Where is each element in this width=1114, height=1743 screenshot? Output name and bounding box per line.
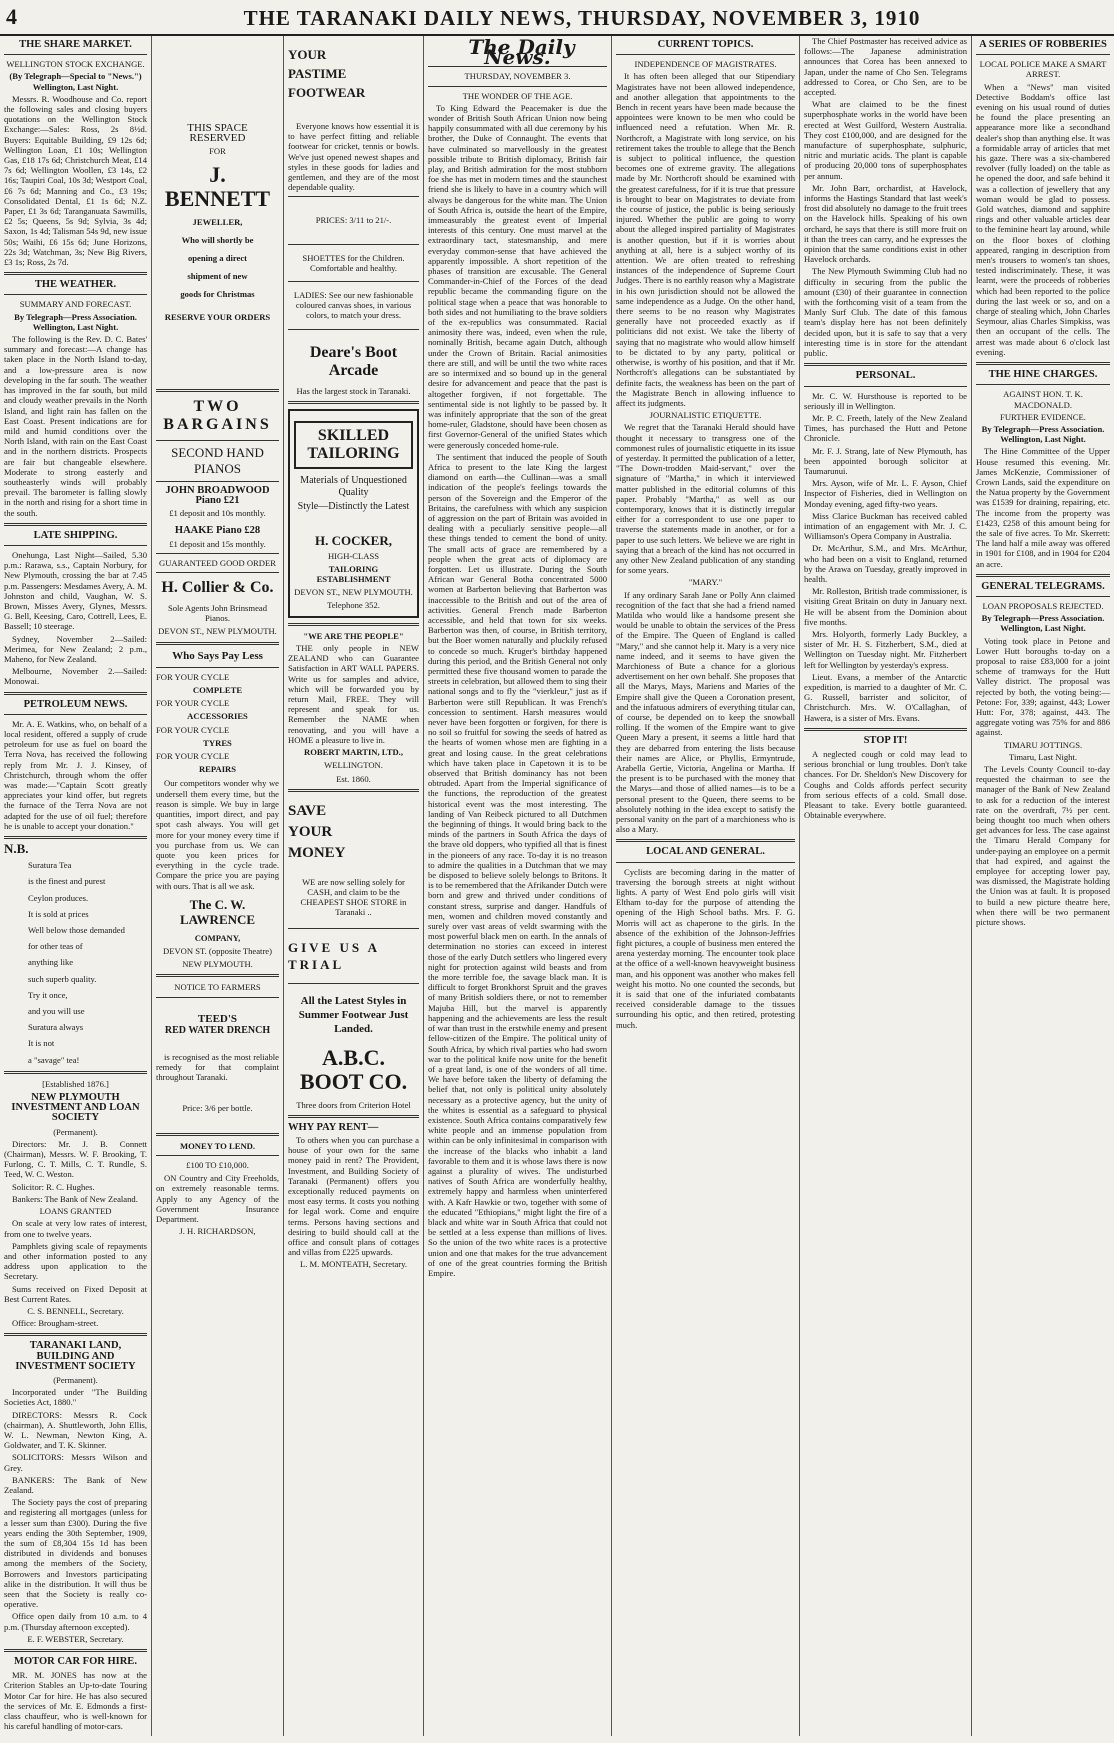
nb-line: is the finest and purest <box>28 876 106 887</box>
martin-est: Est. 1860. <box>336 773 371 784</box>
second-hand-pianos: SECOND HAND PIANOS <box>171 444 264 476</box>
nb-line: Suratura Tea <box>28 860 72 871</box>
shoettes: SHOETTES for the Children. Comfortable and healthy. <box>302 252 405 273</box>
cycle-pre: FOR YOUR CYCLE <box>156 751 230 762</box>
cycle-pre: FOR YOUR CYCLE <box>156 698 230 709</box>
shipping-heading: LATE SHIPPING. <box>33 529 118 541</box>
for-label: FOR <box>209 146 226 157</box>
lawrence-address: DEVON ST. (opposite Theatre) <box>163 945 272 956</box>
loan-sub: (Permanent). <box>53 1126 98 1137</box>
phosphate-notice: What are claimed to be the finest superphosphate works in the world have been erected at West Guilford, Western Australia. They cost £100,000, and are designed for the manufacture of superphosphate, sulphuric, nitric and muriatic acids. The plant is capable of producing 20,000 tons of superphosphates per annum. <box>804 99 967 181</box>
motor-body: MR. M. JONES has now at the Criterion Stables an Up-to-date Touring Motor Car for hire. He has also secured the services of Mr. E. Edmonds a first-class chauffeur, who is well-known for his careful handling of motor-cars. <box>4 1670 147 1732</box>
personal-item: Mr. F. J. Strang, late of New Plymouth, has been appointed borough solicitor at Taumarunui. <box>804 445 967 476</box>
personal-heading: PERSONAL. <box>855 370 916 382</box>
column-7 <box>972 36 1114 1736</box>
nb-line: It is not <box>28 1038 55 1049</box>
pastime-line: YOUR <box>288 47 327 62</box>
cocker-phone: Telephone 352. <box>327 599 380 610</box>
timaru-dateline: Timaru, Last Night. <box>1009 751 1077 762</box>
nb-mark: N.B. <box>4 841 29 857</box>
shipping-body-1: Onehunga, Last Night—Sailed, 5.30 p.m.: Rarawa, s.s., Captain Norbury, for New Plymouth, crossing the bar at 7.45 p.m. Passengers: Mesdames Avery, A. M. Johnston and child, Vaughan, W. S. Brown, Misses Avery, Glynes, Messrs. G. Bell, Keesing, Caro, Cottrell, Lees, E. Bassell; 10 steerage. <box>4 549 147 632</box>
taranaki-land-incorporated: Incorporated under "The Building Societies Act, 1880." <box>4 1387 147 1408</box>
petroleum-heading: PETROLEUM NEWS. <box>23 698 128 710</box>
save-line: YOUR <box>288 823 333 840</box>
cycle-headline: Who Says Pay Less <box>172 649 263 662</box>
masthead <box>0 0 1114 36</box>
taranaki-land-solicitors: SOLICITORS: Messrs Wilson and Grey. <box>4 1452 147 1473</box>
abc-boot-name: A.B.C. BOOT CO. <box>299 1044 408 1094</box>
save-body: WE are now selling solely for CASH, and claim to be the CHEAPEST SHOE STORE in Taranaki .. <box>300 876 407 918</box>
collier-name: H. Collier & Co. <box>161 579 274 597</box>
drench-body: is recognised as the most reliable remedy for that complaint throughout Taranaki. <box>156 1051 279 1083</box>
cocker-name: H. COCKER, <box>315 532 392 548</box>
save-line: MONEY <box>288 844 346 861</box>
taranaki-land-sub: (Permanent). <box>53 1374 98 1385</box>
hine-further: FURTHER EVIDENCE. <box>1000 411 1086 422</box>
nb-line: anything like <box>28 957 74 968</box>
loan-society-ad <box>4 1079 147 1328</box>
bennett-name: J. BENNETT <box>164 161 271 211</box>
hine-heading: THE HINE CHARGES. <box>988 369 1098 381</box>
rent-body: To others when you can purchase a house of your own for the same money paid in rent? The Provident, Investment, and Building Society of Taranaki (Permanent) offers you exceptionally reduced payments on most easy terms. It costs you nothing for legal work. Come and enquire terms. Persons having sections and desiring to build should call at the office and consult plans of cottages and villas from £225 upwards. <box>288 1134 419 1258</box>
topic-magistrates: INDEPENDENCE OF MAGISTRATES. <box>634 59 777 70</box>
taranaki-land-secretary: E. F. WEBSTER, Secretary. <box>27 1633 124 1644</box>
personal-item: Miss Clarice Buckman has received cabled intimation of an engagement with Mr. J. C. Williamson's Opera Company in Australia. <box>804 510 967 542</box>
cocker-materials: Materials of Unquestioned Quality <box>300 474 407 498</box>
current-topics-heading: CURRENT TOPICS. <box>657 39 754 50</box>
personal-item: Mr. P. C. Freeth, lately of the New Zealand Times, has purchased the Hutt and Petone Chronicle. <box>804 412 967 444</box>
weather-article <box>4 280 147 517</box>
stop-it-heading: STOP IT! <box>863 734 908 746</box>
local-general-body: Cyclists are becoming daring in the matter of traversing the borough streets at night without lights. A party of West End polo girls will visit Eltham to-day for the purpose of attending the opening of the High School baths. Mrs. F. G. Morris will act as chaperone to the girls. In the absence of the exhibition of the Johnson-Jeffries fight pictures, a couple of business men entered the arena yesterday morning. The encounter took place at the office of a well-known heavyweight business man, and his opponent was another who makes fell weight his motto. No one counted the seconds, but it is said that one of the infuriated combatants received considerable damage to the tissues surrounding his optic, and then retired, protesting much. <box>616 866 795 1030</box>
weather-sub: SUMMARY AND FORECAST. <box>19 299 132 310</box>
local-general-heading: LOCAL AND GENERAL. <box>646 846 765 858</box>
taranaki-land-bankers: BANKERS: The Bank of New Zealand. <box>4 1474 147 1495</box>
bennett-line: goods for Christmas <box>180 289 255 300</box>
two-bargains: TWO BARGAINS <box>163 397 272 433</box>
nb-line: Suratura always <box>28 1022 84 1033</box>
money-body: ON Country and City Freeholds, on extremely reasonable terms. Apply to any Agency of the Government Insurance Department. <box>156 1173 279 1224</box>
postmaster-notice: The Chief Postmaster has received advice as follows:—The Japanese administration announces that Corea has been annexed to Japan, under the name of Cho Sen. Telegrams addressed to Corea, or Cho Sen, are to be accepted. <box>804 36 967 98</box>
taranaki-land-office: Office open daily from 10 a.m. to 4 p.m. (Thursday afternoon excepted). <box>4 1611 147 1632</box>
drench-name: RED WATER DRENCH <box>164 1024 271 1036</box>
share-market-sub: WELLINGTON STOCK EXCHANGE. <box>6 59 145 70</box>
cocker-style: Style—Distinctly the Latest <box>297 500 410 512</box>
loan-secretary: C. S. BENNELL, Secretary. <box>27 1305 124 1316</box>
lawrence-name: The C. W. LAWRENCE <box>179 896 256 927</box>
space-reserved: THIS SPACE RESERVED <box>187 122 248 145</box>
collier-piano-ad <box>156 398 279 637</box>
skilled-tailoring: SKILLED TAILORING <box>294 421 413 469</box>
rent-heading: WHY PAY RENT— <box>288 1121 379 1133</box>
editorial-date: THURSDAY, NOVEMBER 3. <box>464 71 571 82</box>
shipping-body-2: Sydney, November 2—Sailed: Merimea, for New Zealand; 2 p.m., Maheno, for New Zealand. <box>4 633 147 664</box>
nb-line: such superb quality. <box>28 973 97 984</box>
personal-item: Mr. Rolleston, British trade commissioner, is visiting Great Britain on duty in January next. He will be absent from the Dominion about five months. <box>804 586 967 627</box>
topic-mary: "MARY." <box>688 577 723 588</box>
cocker-address: DEVON ST., NEW PLYMOUTH. <box>294 587 413 598</box>
loan-granted-body: On scale at very low rates of interest, from one to twelve years. <box>4 1218 147 1239</box>
personal-item: Dr. McArthur, S.M., and Mrs. McArthur, who had been on a visit to England, returned by the Arawa on Tuesday, greatly improved in health. <box>804 543 967 584</box>
motor-heading: MOTOR CAR FOR HIRE. <box>14 1656 137 1668</box>
personal-item: Mr. C. W. Hursthouse is reported to be seriously ill in Wellington. <box>804 390 967 411</box>
provident-society-ad <box>288 1123 419 1270</box>
cycle-item: COMPLETE <box>192 685 243 696</box>
editorial-heading: THE WONDER OF THE AGE. <box>462 90 573 101</box>
general-telegrams-heading: GENERAL TELEGRAMS. <box>981 580 1105 592</box>
taranaki-land-body: The Society pays the cost of preparing and registering all mortgages (unless for a lesser sum than £300). During the five years ending the 30th September, 1909, the sum of £8,304 15s 1d has been distributed in dividends and bonuses among the members of the Society, Borrowers and Investors participating alike in the distribution. It will thus be seen that the Society is really co-operative. <box>4 1497 147 1610</box>
column-3 <box>284 36 424 1736</box>
save-line: SAVE <box>288 802 327 819</box>
give-trial: GIVE US A TRIAL <box>288 939 380 972</box>
loan-directors: Directors: Mr. J. B. Connett (Chairman), Messrs. W. F. Brooking, T. Furlong, C. T. Mills, C. T. Rundle, S. Teed, W. C. Weston. <box>4 1138 147 1180</box>
page-number: 4 <box>6 4 17 29</box>
loan-bankers: Bankers: The Bank of New Zealand. <box>12 1193 138 1204</box>
lawrence-cycle-ad <box>156 651 279 970</box>
robberies-heading: A SERIES OF ROBBERIES <box>979 39 1107 50</box>
weather-dateline: By Telegraph—Press Association. Wellington, Last Night. <box>14 311 137 332</box>
abc-criterion: Three doors from Criterion Hotel <box>296 1099 411 1110</box>
havelock-notice: Mr. John Barr, orchardist, at Havelock, informs the Hastings Standard that last week's frost did absolutely no damage to the fruit trees on the Havelock hills. Speaking of his own orchard, he says that there is still more fruit on it than the trees can carry, and he expresses the opinion that the same conditions exist in other Havelock orchards. <box>804 182 967 265</box>
loan-solicitor: Solicitor: R. C. Hughes. <box>12 1181 95 1192</box>
nb-line: for other teas of <box>28 941 83 952</box>
latest-styles: All the Latest Styles in Summer Footwear Just Landed. <box>298 994 409 1035</box>
weather-body: The following is the Rev. D. C. Bates' summary and forecast:—A change has taken place in the North Island to-day, and a low-pressure area is now developing in the far south. The weather has improved in the far south, but mild and cloudy weather prevails in the North Island, and light rain has fallen on the East Coast. Present indications are for mild and humid conditions over the North Island, with rain on the East Coast and in the northern districts. Prospects are fair but changeable elsewhere. Moderate to strong easterly and southeasterly winds will probably prevail. The barometer is falling slowly in the north and rising for a short time in the south. <box>4 334 147 518</box>
hine-sub: AGAINST HON. T. K. MACDONALD. <box>1003 389 1083 410</box>
nb-line: It is sold at prices <box>28 908 89 919</box>
collier-address: DEVON ST., NEW PLYMOUTH. <box>158 626 277 637</box>
bennett-ad <box>156 116 279 329</box>
motor-car-ad <box>4 1657 147 1731</box>
loan-sums: Sums received on Fixed Deposit at Best Current Rates. <box>4 1283 147 1304</box>
cycle-item: REPAIRS <box>198 764 237 775</box>
column-1 <box>0 36 152 1736</box>
robberies-body: When a "News" man visited Detective Boddam's office last evening on his usual round of duties he found the place presenting an appearance more like a secondhand dealer's shop than anything else. It was a formidable array of articles that met his gaze. There was a six-chambered revolver (fully loaded) on the table as he opened the door, and safe behind it was a collection of jewellery that any woman would be glad to possess. Gold watches, diamond and sapphire rings and other valuable articles dear to the feminine heart lay around, while on the floor boxes of clothing appeared, ranging in description from men's trousers to women's tan shoes, tested indiscriminately. These, it was learnt, were the proceeds of robberies which had been reported to the police during the last week or so, and on a charge of stealing which, John Charles Seymour, alias Charles Simpkiss, was then an occupant of the cells. The arrest was made about 6 o'clock last evening. <box>976 81 1111 357</box>
editorial-paragraph: The sentiment that induced the people of South Africa to present to the late King the largest diamond on earth—the Cullinan—was a small indication of the people's feelings towards the person of the Sovereign and the Emperor of the Britains, the carefulness with which any suspicion of aggression on the part of Britain was avoided in dealing with a peculiarly sensitive people—all these things tended to cement the bond of unity. The small acts of grace are remembered by a people when the great acts of diplomacy are forgotten. Let us illustrate. During the South African war General Botha concentrated 5000 women at Barberton believing that Barberton was inaccessible to the British and out of the area of activities. General French made Barberton accessible, and held that town for six weeks. Barberton was then, of course, in British territory, but the Boer women naturally and pluckily refused to concede so much. Kruger's birthday happened during this period, and the British General not only permitted these five thousand women to parade the streets in celebration, but allowed them to sing their national songs and to fly the "vierkleur," just as if Barberton were still Republican. It was French's concession to sentiment. Harsh measures would never have been forgotten or forgiven, for there is no soil so fruitful for sowing the seeds of hatred as the hearts of women whose men are fighting in a great and losing cause. In the great celebrations which have taken place in Capetown it is to be observed that British dominancy has not been obtruded. Apart from the Imperial significance of the functions, the reproduction of the greatest historical event was the most interesting. The landing of Van Reibeck pictured to all Dutchmen the beginning of things. It would bring back to the minds of the partners in South Africa the days of the brave old doppers, who typified all that is finest in the pioneers of any race. To-day it is no treason to admire the qualities in a Dutchman that we may be disposed to believe solely belongs to Britons. It is to be remembered that the Afrikander Dutch were born and grew and thrived under conditions of constant stress, surprise and danger. Handfuls of men, women and children moved constantly and surely over vast areas of veldt swarming with the most powerful black men on earth. In the annals of determination no stories can exceed in interest those of the early Dutch settlers who lingered every night for protection against wild beasts and from the more terrible foe, the savage black man. It is difficult to forget Bronkhorst Spruit and the graves of many British soldiers there, or not to remember Majuba Hill, but the marvel is apparently happening and the achievements are less the result of war than trust in the erstwhile enemy and present fellow-citizen of the Empire. The political unity of South Africa, by which rival parties who had sworn war to the political knife now unite for the benefit of a great land, is one of the wonders of all time. We have before taken the liberty of defaming the belief that, not only is political unity absolutely necessary as a protective agency, but the unity of the whites is essential as a safeguard to physical existence. South Africa contains comparatively few white people and an immense population from within can be only infinitesimal in comparison with the increase of the blacks who inhabit a land favorable to them and it is whose laws there is now against a plurality of wives. The undisturbed natives of South Africa are wonderfully healthy, extremely happy and harmless when uninterfered with. A Kafr Hawkie or two, together with some of the educated "Ethiopians," might light the fire of a black and white war in South Africa that could not be settled at a less expense than millions of lives. So the union of the two white races is a protective union and one that makes for the true advancement of one of the great countries forming the British Empire. <box>428 451 607 1278</box>
share-market-heading: THE SHARE MARKET. <box>19 39 132 50</box>
pastime-prices: PRICES: 3/11 to 21/-. <box>315 215 392 226</box>
high-class: HIGH-CLASS <box>327 550 380 561</box>
jeweller-label: JEWELLER, <box>192 216 243 227</box>
cycle-pre: FOR YOUR CYCLE <box>156 724 230 735</box>
money-to-lend-ad <box>156 1141 279 1237</box>
column-4 <box>424 36 612 1736</box>
shipping-article <box>4 531 147 687</box>
lawrence-company: COMPANY, <box>194 932 241 943</box>
taranaki-land-ad <box>4 1341 147 1644</box>
money-heading: MONEY TO LEND. <box>179 1140 256 1151</box>
people-heading: "WE ARE THE PEOPLE" <box>303 630 404 641</box>
column-5 <box>612 36 800 1736</box>
personal-item: Mrs. Ayson, wife of Mr. L. F. Ayson, Chief Inspector of Fisheries, died in Wellington on Monday evening, aged fifty-two years. <box>804 478 967 509</box>
guaranteed-order: GUARANTEED GOOD ORDER <box>159 557 276 568</box>
bennett-line: Who will shortly be <box>181 234 254 245</box>
loan-established: [Established 1876.] <box>42 1078 109 1089</box>
nb-line: Ceylon produces. <box>28 892 89 903</box>
column-2 <box>152 36 284 1736</box>
martin-wallpaper-ad <box>288 631 419 784</box>
teeds-drench-ad <box>156 982 279 1112</box>
topic-etiquette: JOURNALISTIC ETIQUETTE. <box>649 410 762 421</box>
loan-heading: NEW PLYMOUTH INVESTMENT AND LOAN SOCIETY <box>11 1092 140 1124</box>
loan-granted: LOANS GRANTED <box>39 1206 112 1217</box>
loan-office: Office: Brougham-street. <box>12 1318 99 1329</box>
nb-line: and you will use <box>28 1006 85 1017</box>
martin-name: ROBERT MARTIN, LTD., <box>304 747 403 758</box>
share-market-article <box>4 40 147 267</box>
topic-mary-body: If any ordinary Sarah Jane or Polly Ann claimed recognition of the fact that she had a friend named Matilda who would like a handsome present she would be unable to obtain the services of the Press of the Empire. The Queen of England is called "Mary," and she cannot help it. Mary is a very nice name indeed, and it seems to have given the Marchioness of Bute a chance for a glorious advertisement on her own behalf. She proposes that all the Marys, Mays, Mariens and Maries of the Empire shall give the Queen a Coronation present, and the infatuous admirers of everything titular can, of course, be depended on to keep the snowball rolling. If the women of the Empire want to give Queen Mary a present, it seems a little hard that they are debarred from entering the lists because their names are Alice, or Phyllis, Ermyntrude, Arabella Gertie, Victoria, Angelina or Martha. If the present is to be purchased with the money that the Marys—and those of allied names—is to be a personal present to the Queen, there seems to be absolutely nothing in the idea except to satisfy the personal vanity on the part of a marchioness who is also a Mary. <box>616 589 795 835</box>
newspaper-title: THE TARANAKI DAILY NEWS, THURSDAY, NOVEMBER 3, 1910 <box>243 6 921 30</box>
money-sign: J. H. RICHARDSON, <box>179 1226 256 1237</box>
bennett-line: shipment of new <box>187 271 248 282</box>
loan-proposals-sub: LOAN PROPOSALS REJECTED. <box>982 600 1104 611</box>
stop-it-body: A neglected cough or cold may lead to serious bronchial or lung troubles. Don't take chances. For Dr. Sheldon's New Discovery for Coughs and Colds affords perfect security from serious effects of a cold. Small dose. Pleasant to take. Every bottle guaranteed. Obtainable everywhere. <box>804 749 967 821</box>
broadwood-terms: £1 deposit and 10s monthly. <box>169 508 266 519</box>
pastime-body: Everyone knows how essential it is to have perfect fitting and reliable footwear for cricket, tennis or bowls. We've just opened newest shapes and styles in these goods for ladies and gentlemen, and they are of the most dependable quality. <box>288 121 419 193</box>
general-body: Voting took place in Petone and Lower Hutt boroughs to-day on a proposal to raise £83,000 for a joint scheme of tramways for the Hutt Valley district. The proposal was rejected by both, the voting being:—Petone: For, 339; against, 443; Lower Hutt: For, 378; against, 443. The aggregate voting was 75% for and 886 against. <box>976 635 1110 738</box>
loan-pamphlets: Pamphlets giving scale of repayments and other information posted to any address upon application to the Secretary. <box>4 1240 147 1282</box>
rent-sign: L. M. MONTEATH, Secretary. <box>299 1259 408 1270</box>
deare-name: Deare's Boot Arcade <box>309 343 398 379</box>
drench-price: Price: 3/6 per bottle. <box>182 1102 253 1113</box>
share-market-dateline: (By Telegraph—Special to "News.") Wellington, Last Night. <box>9 71 142 92</box>
robberies-sub: LOCAL POLICE MAKE A SMART ARREST. <box>979 59 1107 80</box>
haake-terms: £1 deposit and 15s monthly. <box>169 538 266 549</box>
weather-heading: THE WEATHER. <box>34 279 117 291</box>
personal-item: Lieut. Evans, a member of the Antarctic expedition, is married to a daughter of Mr. C. G. Russell, barrister and solicitor, of Christchurch. Mrs. W. O'Callaghan, of Hawera, is a sister of Mrs. Evans. <box>804 671 967 723</box>
topic-etiquette-body: We regret that the Taranaki Herald should have thought it necessary to transgress one of the commonest rules of journalistic etiquette in its issue of yesterday. It permitted the publication of a letter, "The Down-trodden Maid-servant," over the signature of "Martha," in which it interviewed matter published in the editorial columns of this paper. Probably "Martha," as well as our contemporary, knows that it is distinctly irregular either for a correspondent to use one paper to traverse the statements made in another, or for a paper to use such letters. We believe we are right in saying that a breach of the kind has not occurred in any other New Zealand publication of any standing for some years. <box>616 422 795 576</box>
hine-body: The Hine Committee of the Upper House resumed this evening. Mr. James McKenzie, Commissioner of Crown Lands, said the expenditure on the Natua property by the Government was £1539 for draining, repairing, etc. The income from the property was £1423, £258 of this amount being for the sale of five acres. To Mr. Skerrett: The land half a mile away was offered in 1901 for £108, and in 1904 for £204 an acre. <box>976 446 1110 569</box>
nb-line: Well below those demanded <box>28 925 125 936</box>
tailoring-establishment: TAILORING ESTABLISHMENT <box>316 564 391 585</box>
topic-magistrates-body: It has often been alleged that our Stipendiary Magistrates have not been allowed independence, and another allegation that appointments to the Bench in recent years have been made because the appointees were known to be men who could be influenced need a refutation. When Mr. R. Northcroft, a Magistrate with long service, on his retirement takes the trouble to allege that the Bench is subject to political influence, the question becomes one of extreme gravity. The allegations made by Mr. Northcroft should be examined with the greatest carefulness, for if it is true that pressure is brought to bear on Magistrates to deviate from the course of justice, the public is being seriously injured. Whether the public are going to worry about the alleged inspired partiality of Magistrates is another question, but if it is worries about anything at all, here is a subject worthy of its attention. We are often treated to refreshing instances of the independence of Supreme Court Judges. There is no earthly reason why a Magistrate in his own jurisdiction should not be allowed the same independence as a Judge. On the other hand, there seems to be no reason why Magistrates generally have not proceeded exactly as if politicians did not exist. We take the liberty of saying that no magistrate who would allow himself to be dictated to by any party, political or otherwise, is worthy of his position, and that if Mr. Northcroft's allegations can be substantiated by definite facts, the weakness has been on the part of the Magistrate Bench in allowing influence to affect its judgments. <box>616 71 795 408</box>
petroleum-article <box>4 700 147 831</box>
hine-dateline: By Telegraph—Press Association. Wellington, Last Night. <box>981 423 1105 445</box>
taranaki-land-directors: DIRECTORS: Messrs R. Cock (chairman), A. Shuttleworth, John Ellis, W. L. Newman, Newton King, A. Goldwater, and T. K. Skinner. <box>4 1409 147 1451</box>
cocker-tailoring-ad <box>288 409 419 618</box>
pastime-line: PASTIME <box>288 66 347 81</box>
lawrence-city: NEW PLYMOUTH. <box>182 959 253 970</box>
column-6 <box>800 36 972 1736</box>
broadwood-piano: JOHN BROADWOOD Piano £21 <box>165 484 270 507</box>
personal-item: Mrs. Holyorth, formerly Lady Buckley, a sister of Mr. H. S. Fitzherbert, S.M., died at Wellington on Tuesday night. Mr. Fitzherbert left for Wellington by yesterday's express. <box>804 628 967 670</box>
pastime-line: FOOTWEAR <box>288 85 366 100</box>
timaru-body: The Levels County Council to-day requested the chairman to see the manager of the Bank of New Zealand to ask for a reduction of the interest rate on the overdraft, 7½ per cent. being thought too much when others get advances for less. The case against the Timaru Herald Company for under-paying an employee on a permit that had expired, and against the employee for accepting lower pay, was dismissed, the Magistrate holding the Union was at fault. It is proposed to build a new picture theatre here, when there will be two permanent picture shows. <box>976 764 1110 928</box>
notice-farmers: NOTICE TO FARMERS <box>174 982 261 993</box>
cycle-item: ACCESSORIES <box>187 711 248 722</box>
taranaki-land-heading: TARANAKI LAND, BUILDING AND INVESTMENT SOCIETY <box>15 1340 136 1372</box>
shipping-body-3: Melbourne, November 2.—Sailed: Monowai. <box>4 666 147 687</box>
share-market-body: Messrs. R. Woodhouse and Co. report the following sales and closing buyers quotations on the Wellington Stock Exchange:—Sales: Ross, 2s 8½d. Buyers: Equitable Building, £9 12s 6d; Wellington Loan, £1 10s; Wellington Gas, £18 17s 6d; Christchurch Meat, £14 7s 6d; Wellington Woollen, £3 14s, £2 16s; Taupiri Coal, 10s 3d; Westport Coal, £6 7s 6d; Manning and Co., £3 19s; Consolidated Dental, £1 1s 6d; N.Z. Paper, £1 3s 6d; Taranganuata Sawmills, £2 5s; Queens, 5s 9d; Sylvia, 3s 4d; Saxon, 1s 4d; Talisman 54s 9d, new issue 50s; Waihi, £6 15s 6d; June Horizons, 22s 3d; Watchman, 3s; New Big Rivers, £3 1s; Ross, 2s 7d. <box>4 93 147 268</box>
daily-news-flag: The Daily News. <box>468 36 575 70</box>
nb-line: Try it once, <box>28 989 68 1000</box>
deare-stock: Has the largest stock in Taranaki. <box>296 385 411 396</box>
abc-boot-ad <box>288 802 419 1110</box>
nb-line: a "savage" tea! <box>28 1054 80 1065</box>
cycle-body: Our competitors wonder why we undersell them every time, but the reason is simple. We buy in large quantities, import direct, and pay spot cash always. You will get more for your money every time if you purchase from us. We can quote you keen prices for everything in the cycle trade. Compare the price you are paying with ours. That is all we ask. <box>156 778 279 891</box>
bennett-line: opening a direct <box>187 253 248 264</box>
petroleum-body: Mr. A. E. Watkins, who, on behalf of a local resident, offered a supply of crude petroleum for use as fuel on board the Terra Nova, has received the following reply from Mr. J. J. Kinsey, of Christchurch, through whom the offer was made:—"Captain Scott greatly appreciates your kind offer, but regrets the furnace of the Terra Nova are not adapted for the use of oil fuel; therefore he is unable to accept your donation." <box>4 718 147 831</box>
general-dateline: By Telegraph—Press Association. Wellington, Last Night. <box>981 613 1105 634</box>
timaru-heading: TIMARU JOTTINGS. <box>1003 739 1083 750</box>
teeds-name: TEED'S <box>197 1012 238 1025</box>
haake-piano: HAAKE Piano £28 <box>174 525 261 537</box>
martin-city: WELLINGTON. <box>324 760 383 771</box>
editorial-paragraph: To King Edward the Peacemaker is due the wonder of British South African Union now being happily consummated with all due ceremony by his brother, the Duke of Connaught. The events that have culminated so marvellously in the greatest possible tribute to British diplomacy, British fair play, and British admiration for the most stubborn foe she has met in modern times and the staunchest friend she is likely to have in a country which will always be dangerous for the white man. The Union of South Africa is, outside the heart of the Empire, immeasurably the greatest event of Imperial interests of this century. One must marvel at the extraordinary tact, statesmanship, and mere everyday common-sense that have achieved the apparently impossible. A short repetition of the phases of transition are excusable. The General Commander-in-Chief of the Forces of the dead republic became the commanding figure on the political stage when a peace that was honorable to both sides and not humiliating to the brave soldiers of the ex-republics was consummated. Racial animosity there was, indeed, even when the rule, nominally British, became again Dutch, although under the Crown of Britain. Racial animosities there are still, and will be until the two white races are so intermixed and so bound up in the general desire for advancement and peace that the past is altogether forgiven, if not forgettable. The sentimental side is not lightly to be passed by. It was infinitely appropriate that the son of the great home-ruler, Gladstone, should have been chosen as first Governor-General of the unified States which were generously conceded home-rule. <box>428 102 607 450</box>
people-body: THE only people in NEW ZEALAND who can Guarantee Satisfaction in ART WALL PAPERS. Write us for samples and advice, which will be forwarded you by return Mail, FREE. They will represent and speak for us. Remember the NAME when renovating, and you will have a HOME a pleasure to live in. <box>288 643 419 745</box>
swimming-notice: The New Plymouth Swimming Club had no difficulty in securing from the public the amount (£30) of their guarantee in connection with the forthcoming visit of a team from the Manly Surf Club. The date of this famous team's display here has not been definitely decided upon, but it is safe to say that a very interesting time is in store for the attendant public. <box>804 266 967 359</box>
deare-boot-ad <box>288 46 419 396</box>
cycle-item: TYRES <box>203 737 232 748</box>
money-amount: £100 TO £10,000. <box>186 1159 249 1170</box>
suratura-tea-ad <box>4 841 147 1065</box>
cycle-pre: FOR YOUR CYCLE <box>156 671 230 682</box>
collier-agents: Sole Agents John Brinsmead Pianos. <box>167 603 268 624</box>
reserve-orders: RESERVE YOUR ORDERS <box>164 311 271 322</box>
ladies-shoes: LADIES: See our new fashionable coloured canvas shoes, in various colors, to match your dress. <box>293 290 414 321</box>
